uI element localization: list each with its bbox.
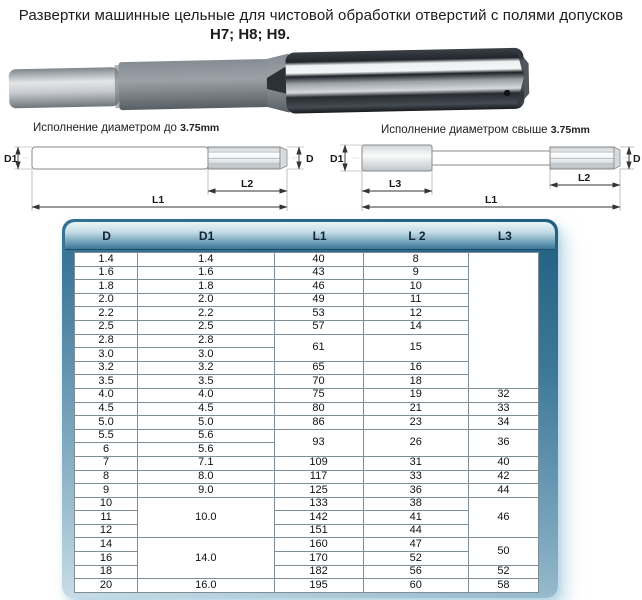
table-cell: 3.2 (75, 361, 138, 375)
table-cell: 52 (468, 565, 538, 579)
table-cell: 38 (363, 497, 468, 511)
table-cell: 2.5 (138, 320, 274, 334)
table-cell: 3.0 (75, 348, 138, 362)
table-cell: 151 (274, 524, 363, 538)
table-cell: 5.0 (75, 416, 138, 430)
table-cell: 2.2 (138, 307, 274, 321)
table-cell: 16.0 (138, 579, 274, 593)
dim-label-d1-left: D1 (4, 153, 18, 165)
page-title: Развертки машинные цельные для чистовой обработки отверстий с полями допусков (18, 7, 624, 24)
column-header-d: D (102, 228, 111, 243)
table-cell: 70 (274, 375, 363, 389)
table-cell: 61 (274, 334, 363, 361)
table-row (75, 538, 539, 552)
table-cell: 56 (363, 565, 468, 579)
table-cell: 16 (363, 361, 468, 375)
table-cell: 12 (363, 307, 468, 321)
table-row (75, 429, 539, 443)
table-cell: 11 (75, 511, 138, 525)
table-cell: 4.0 (75, 388, 138, 402)
table-cell: 5.0 (138, 416, 274, 430)
caption-right-text: Исполнение диаметром свыше (381, 124, 548, 136)
table-cell: 18 (75, 565, 138, 579)
table-cell: 60 (363, 579, 468, 593)
table-cell: 40 (468, 456, 538, 470)
caption-over-diameter (381, 124, 590, 136)
table-cell: 31 (363, 456, 468, 470)
table-cell: 5.6 (138, 443, 274, 457)
table-cell: 53 (274, 307, 363, 321)
table-cell: 58 (468, 579, 538, 593)
dim-label-l3-right: L3 (389, 178, 402, 190)
table-row (75, 388, 539, 402)
table-cell: 18 (363, 375, 468, 389)
table-row (75, 470, 539, 484)
table-cell: 42 (468, 470, 538, 484)
table-cell: 4.0 (138, 388, 274, 402)
caption-up-to-diameter (33, 122, 219, 134)
table-row (75, 484, 539, 498)
page-title-tolerances: H7; H8; H9. (209, 26, 291, 43)
table-cell: 75 (274, 388, 363, 402)
table-row (75, 579, 539, 593)
reamer-photo (5, 47, 533, 125)
table-cell: 4.5 (75, 402, 138, 416)
table-cell: 6 (75, 443, 138, 457)
table-cell: 16 (75, 552, 138, 566)
table-cell: 12 (75, 524, 138, 538)
table-cell: 34 (468, 416, 538, 430)
table-cell: 3.0 (138, 348, 274, 362)
table-cell: 133 (274, 497, 363, 511)
table-cell: 52 (363, 552, 468, 566)
dim-label-d-left: D (306, 153, 314, 165)
table-cell: 1.8 (138, 280, 274, 294)
table-cell: 43 (274, 266, 363, 280)
table-cell: 9 (75, 484, 138, 498)
dim-label-l2-right: L2 (578, 172, 591, 184)
caption-right-value: 3.75mm (550, 124, 590, 136)
table-cell: 19 (363, 388, 468, 402)
table-cell: 36 (363, 484, 468, 498)
table-cell: 40 (274, 253, 363, 267)
caption-left-value: 3.75mm (180, 122, 220, 134)
table-cell: 182 (274, 565, 363, 579)
table-cell: 2.2 (75, 307, 138, 321)
dim-label-d1-right: D1 (330, 153, 344, 165)
table-cell: 46 (468, 497, 538, 538)
table-row (75, 497, 539, 511)
table-cell: 2.8 (75, 334, 138, 348)
table-cell: 8 (363, 253, 468, 267)
column-header-l3: L3 (497, 228, 512, 243)
table-cell: 2.0 (138, 293, 274, 307)
table-cell: 5.6 (138, 429, 274, 443)
dim-label-l1-left: L1 (152, 194, 165, 206)
table-header-row (65, 222, 555, 250)
table-cell: 1.4 (75, 253, 138, 267)
table-cell: 80 (274, 402, 363, 416)
dimension-table (74, 252, 539, 593)
dimension-table-frame (62, 219, 558, 598)
dim-label-l1-right: L1 (485, 194, 498, 206)
table-cell: 10 (75, 497, 138, 511)
table-cell: 44 (363, 524, 468, 538)
table-cell: 3.5 (75, 375, 138, 389)
table-cell: 160 (274, 538, 363, 552)
table-cell: 1.8 (75, 280, 138, 294)
table-cell: 8.0 (138, 470, 274, 484)
table-cell: 109 (274, 456, 363, 470)
table-cell: 49 (274, 293, 363, 307)
drawing-large-diameter (328, 139, 642, 217)
table-cell: 7 (75, 456, 138, 470)
table-cell: 11 (363, 293, 468, 307)
column-header-l1: L1 (312, 228, 327, 243)
table-cell: 9 (363, 266, 468, 280)
table-cell: 117 (274, 470, 363, 484)
table-cell: 14 (75, 538, 138, 552)
table-cell: 33 (363, 470, 468, 484)
table-cell: 170 (274, 552, 363, 566)
table-cell: 57 (274, 320, 363, 334)
table-cell: 2.0 (75, 293, 138, 307)
caption-left-text: Исполнение диаметром до (33, 122, 177, 134)
table-cell: 20 (75, 579, 138, 593)
table-cell: 3.2 (138, 361, 274, 375)
table-cell: 1.4 (138, 253, 274, 267)
table-cell: 7.1 (138, 456, 274, 470)
table-cell: 2.8 (138, 334, 274, 348)
table-row (75, 456, 539, 470)
table-cell: 32 (468, 388, 538, 402)
table-cell: 15 (363, 334, 468, 361)
table-cell: 33 (468, 402, 538, 416)
table-cell: 26 (363, 429, 468, 456)
table-cell: 50 (468, 538, 538, 565)
table-cell: 46 (274, 280, 363, 294)
table-body-wrap (74, 252, 539, 593)
table-row (75, 253, 539, 267)
table-cell: 36 (468, 429, 538, 456)
table-cell: 41 (363, 511, 468, 525)
table-cell (468, 253, 538, 389)
table-cell: 8 (75, 470, 138, 484)
table-cell: 2.5 (75, 320, 138, 334)
table-cell: 47 (363, 538, 468, 552)
table-row (75, 402, 539, 416)
table-cell: 14 (363, 320, 468, 334)
table-cell: 5.5 (75, 429, 138, 443)
dim-label-d-right: D (633, 153, 641, 165)
table-row (75, 416, 539, 430)
table-cell: 10 (363, 280, 468, 294)
table-cell: 142 (274, 511, 363, 525)
table-cell: 125 (274, 484, 363, 498)
table-cell: 195 (274, 579, 363, 593)
dim-label-l2-left: L2 (241, 178, 254, 190)
drawing-small-diameter (4, 139, 316, 217)
table-cell: 14.0 (138, 538, 274, 579)
table-cell: 86 (274, 416, 363, 430)
table-cell: 4.5 (138, 402, 274, 416)
table-cell: 9.0 (138, 484, 274, 498)
table-cell: 3.5 (138, 375, 274, 389)
table-cell: 1.6 (75, 266, 138, 280)
table-cell: 23 (363, 416, 468, 430)
table-cell: 21 (363, 402, 468, 416)
table-cell: 93 (274, 429, 363, 456)
column-header-d1: D1 (198, 228, 215, 243)
dimension-table-body (75, 253, 539, 593)
table-cell: 44 (468, 484, 538, 498)
table-cell: 10.0 (138, 497, 274, 538)
table-cell: 65 (274, 361, 363, 375)
column-header-l2: L 2 (408, 228, 426, 243)
table-cell: 1.6 (138, 266, 274, 280)
